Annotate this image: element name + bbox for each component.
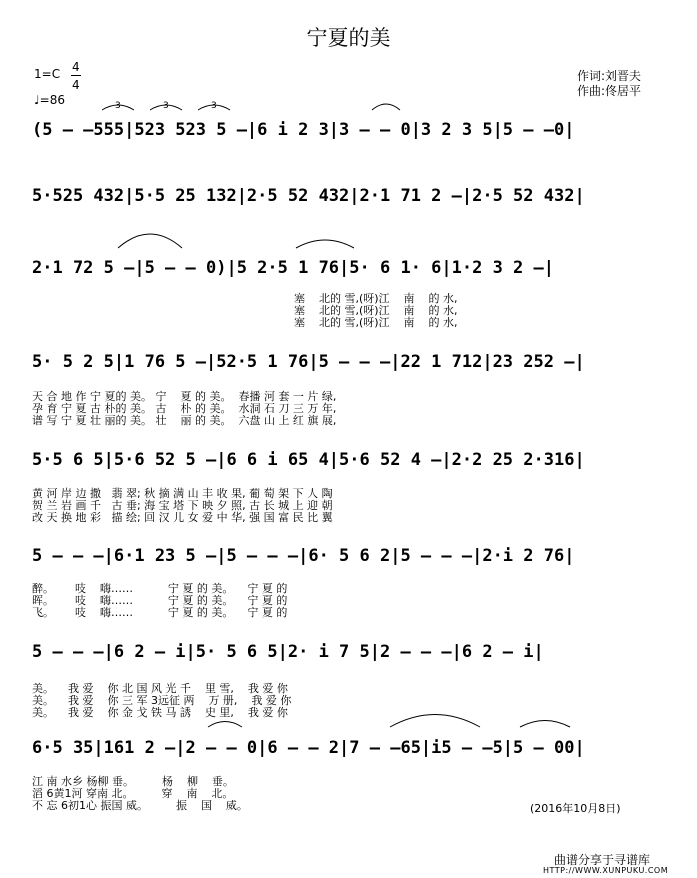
- composer-credit: 作曲:佟居平: [577, 84, 642, 98]
- score-row-2: 5·525 432|5·5 25 132|2·5 52 432|2·1 71 2 —|2·5 52 432|: [32, 186, 585, 206]
- footer-credit: 曲谱分享于寻谱库: [554, 853, 651, 867]
- time-signature-bottom: 4: [72, 78, 80, 92]
- score-row-8: 6·5 35|161 2 —|2 — — 0|6 — — 2|7 — —65|i5 — —5|5 — 00|: [32, 738, 585, 758]
- lyric-row-7-verse-1: 美。 我 爱 你 北 国 风 光 千 里 雪, 我 爱 你: [32, 682, 288, 695]
- lyric-row-5-verse-1: 黄 河 岸 边 撒 翡 翠; 秋 摘 满 山 丰 收 果, 葡 萄 架 下 人 陶: [32, 487, 333, 500]
- lyric-row-3-verse-2: 塞 北的 雪,(呀)江 南 的 水,: [294, 304, 458, 317]
- tempo-marking: ♩=86: [34, 93, 65, 107]
- lyric-row-6-verse-1: 醉。 吱 嗨…… 宁 夏 的 美。 宁 夏 的: [32, 582, 288, 595]
- triplet-mark: 3: [163, 101, 169, 111]
- lyric-row-3-verse-3: 塞 北的 雪,(呀)江 南 的 水,: [294, 316, 458, 329]
- lyric-row-3-verse-1: 塞 北的 雪,(呀)江 南 的 水,: [294, 292, 458, 305]
- date-note: (2016年10月8日): [530, 802, 621, 815]
- score-row-3: 2·1 72 5 —|5 — — 0)|5 2·5 1 76|5· 6 1· 6|1·2 3 2 —|: [32, 258, 554, 278]
- lyricist-credit: 作词:刘晋夫: [577, 69, 642, 83]
- lyric-row-8-verse-3: 不 忘 6初1心 振国 威。 振 国 威。: [32, 799, 248, 812]
- lyric-row-4-verse-1: 天 合 地 作 宁 夏的 美。 宁 夏 的 美。 春播 河 套 一 片 绿,: [32, 390, 337, 403]
- lyric-row-6-verse-3: 飞。 吱 嗨…… 宁 夏 的 美。 宁 夏 的: [32, 606, 288, 619]
- score-row-6: 5 — — —|6·1 23 5 —|5 — — —|6· 5 6 2|5 — — —|2·i 2 76|: [32, 546, 575, 566]
- lyric-row-4-verse-3: 谱 写 宁 夏 壮 丽的 美。 壮 丽 的 美。 六盘 山 上 红 旗 展,: [32, 414, 337, 427]
- score-row-1: (5 — —555|523 523 5 —|6 i 2 3|3 — — 0|3 2 3 5|5 — —0|: [32, 120, 575, 140]
- score-row-7: 5 — — —|6 2 — i|5· 5 6 5|2· i 7 5|2 — — —|6 2 — i|: [32, 642, 544, 662]
- lyric-row-5-verse-2: 贺 兰 岩 画 千 古 垂; 海 宝 塔 下 映 夕 照, 古 长 城 上 迎 朝: [32, 499, 333, 512]
- lyric-row-7-verse-3: 美。 我 爱 你 金 戈 铁 马 誘 史 里, 我 爱 你: [32, 706, 288, 719]
- key-signature: 1=C: [34, 67, 61, 81]
- lyric-row-7-verse-2: 美。 我 爱 你 三 军 3远征 两 万 册, 我 爱 你: [32, 694, 292, 707]
- page-title: 宁夏的美: [306, 26, 391, 50]
- time-signature-top: 4: [72, 60, 80, 74]
- triplet-mark: 3: [211, 101, 217, 111]
- triplet-mark: 3: [115, 101, 121, 111]
- lyric-row-8-verse-2: 滔 6黄1河 穿南 北。 穿 南 北。: [32, 787, 234, 800]
- lyric-row-5-verse-3: 改 天 换 地 彩 描 绘; 回 汉 儿 女 爱 中 华, 强 国 富 民 比 翼: [32, 511, 333, 524]
- lyric-row-6-verse-2: 晖。 吱 嗨…… 宁 夏 的 美。 宁 夏 的: [32, 594, 288, 607]
- score-row-5: 5·5 6 5|5·6 52 5 —|6 6 i 65 4|5·6 52 4 —|2·2 25 2·316|: [32, 450, 585, 470]
- score-row-4: 5· 5 2 5|1 76 5 —|52·5 1 76|5 — — —|22 1 712|23 252 —|: [32, 352, 585, 372]
- lyric-row-8-verse-1: 江 南 水乡 杨柳 垂。 杨 柳 垂。: [32, 775, 234, 788]
- lyric-row-4-verse-2: 孕 育 宁 夏 古 朴的 美。 古 朴 的 美。 水洞 石 刀 三 万 年,: [32, 402, 337, 415]
- watermark: HTTP://WWW.XUNPUKU.COM: [543, 866, 669, 875]
